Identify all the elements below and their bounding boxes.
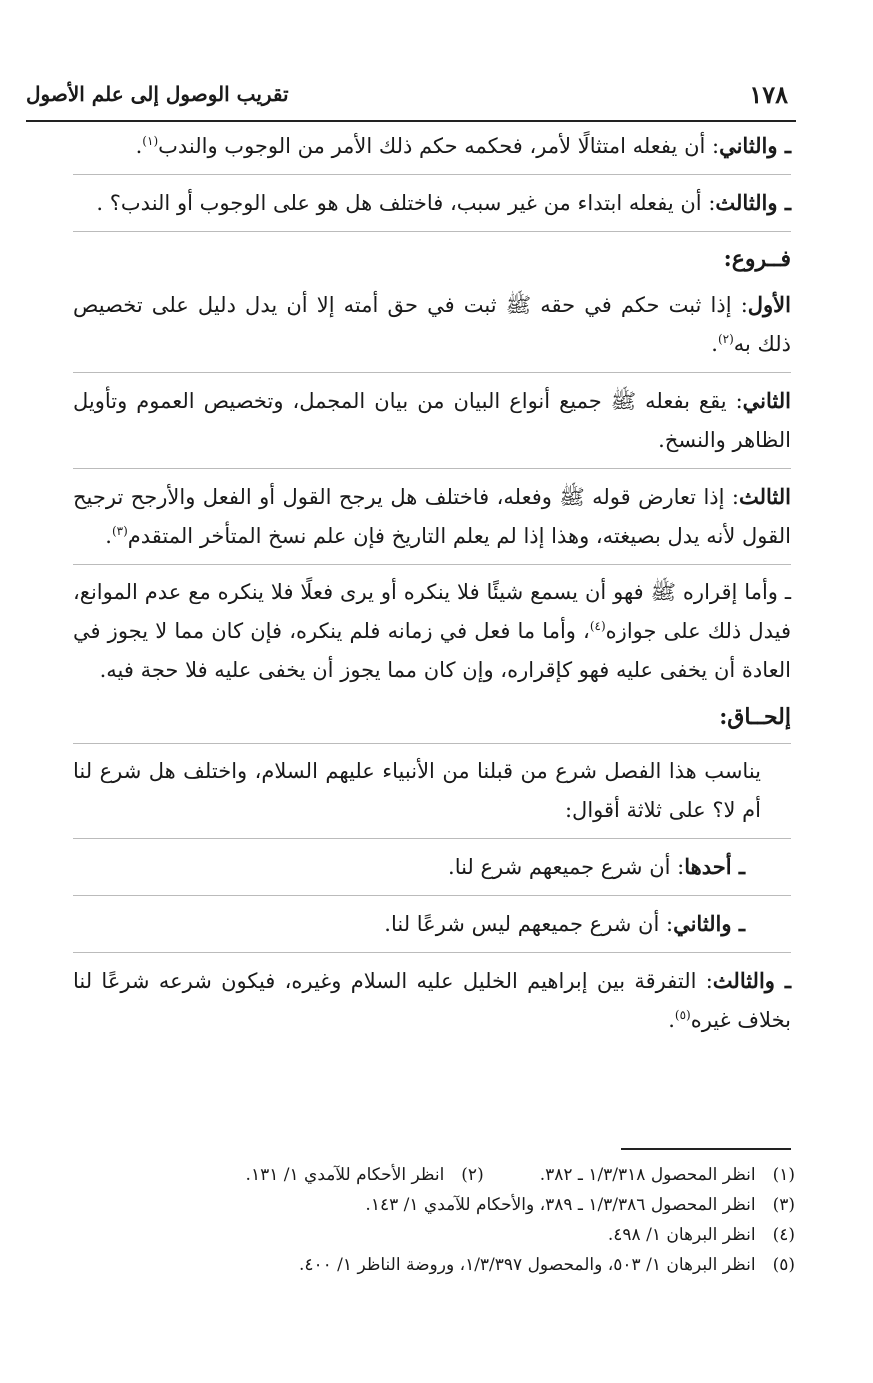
period: . — [105, 524, 112, 548]
page-header — [26, 78, 796, 118]
main-text — [73, 126, 791, 1048]
branch-first — [73, 285, 791, 364]
divider — [73, 174, 791, 175]
footnote-number: (٢) — [461, 1165, 484, 1185]
text-iqrar-b: ، وأما ما فعل في زمانه فلم ينكره، فإن كان مما لا يجوز في العادة أن يخفى عليه فهو كإقراره، وإن كان مما يجوز أن يخفى عليه فلا حجة فيه. — [73, 619, 791, 682]
text-second: : أن يفعله امتثالًا لأمر، فحكمه حكم ذلك الأمر من الوجوب والندب — [158, 134, 720, 158]
footnote-ref-5[interactable]: (٥) — [674, 1008, 691, 1022]
branch-third — [73, 477, 791, 556]
divider — [73, 468, 791, 469]
running-title: تقريب الوصول إلى علم الأصول — [26, 82, 289, 106]
paragraph-lihaq-intro: يناسب هذا الفصل شرع من قبلنا من الأنبياء عليهم السلام، واختلف هل شرع لنا أم لا؟ على ثلاثة أقوال: — [73, 759, 761, 822]
label-opinion-1: ـ أحدها — [684, 854, 745, 879]
period: . — [668, 1008, 675, 1032]
divider — [73, 231, 791, 232]
footnote-rule — [621, 1148, 791, 1150]
divider — [73, 743, 791, 744]
divider — [73, 838, 791, 839]
footnote-text: انظر البرهان ١/ ٤٩٨. — [607, 1225, 756, 1245]
text-second-branch: : يقع بفعله ﷺ جميع أنواع البيان من بيان المجمل، وتخصيص العموم وتأويل الظاهر والنسخ. — [73, 389, 791, 452]
text-third: : أن يفعله ابتداء من غير سبب، فاختلف هل هو على الوجوب أو الندب؟ . — [96, 191, 716, 215]
footnote-number: (٤) — [772, 1225, 795, 1245]
text-opinion-1: : أن شرع جميعهم شرع لنا. — [448, 855, 685, 879]
label-opinion-3: ـ والثالث — [712, 968, 791, 993]
divider — [73, 372, 791, 373]
footnote-ref-1[interactable]: (١) — [142, 134, 159, 148]
divider — [73, 895, 791, 896]
label-third-branch: الثالث — [739, 484, 791, 509]
label-opinion-2: ـ والثاني — [673, 911, 745, 936]
label-second: ـ والثاني — [719, 133, 791, 158]
footnote-line-1 — [75, 1160, 795, 1190]
text-third-branch: : إذا تعارض قوله ﷺ وفعله، فاختلف هل يرجح القول أو الفعل والأرجح ترجيح القول لأنه يدل بصيغته، وهذا إذا لم يعلم التاريخ فإن علم نسخ المتأخر المتقدم — [73, 485, 791, 548]
footnote-number: (٥) — [772, 1255, 795, 1275]
paragraph-second-case — [73, 126, 791, 166]
footnotes — [75, 1160, 795, 1280]
paragraph-iqrar — [73, 573, 791, 690]
opinion-first — [73, 847, 745, 887]
divider — [73, 564, 791, 565]
footnote-number: (٣) — [772, 1195, 795, 1215]
footnote-text: انظر الأحكام للآمدي ١/ ١٣١. — [245, 1165, 445, 1185]
footnote-text: انظر البرهان ١/ ٥٠٣، والمحصول ١/٣/٣٩٧، وروضة الناظر ١/ ٤٠٠. — [298, 1255, 756, 1275]
section-heading-lihaq: إلحــاق: — [719, 704, 791, 730]
footnote-ref-4[interactable]: (٤) — [589, 619, 606, 633]
period: . — [711, 332, 718, 356]
footnote-line-4 — [75, 1220, 795, 1250]
footnote-ref-3[interactable]: (٣) — [111, 524, 128, 538]
header-rule — [26, 120, 796, 122]
text-opinion-3: : التفرقة بين إبراهيم الخليل عليه السلام وغيره، فيكون شرعه شرعًا لنا بخلاف غيره — [73, 969, 791, 1032]
period: . — [135, 134, 143, 158]
branch-second — [73, 381, 791, 460]
page-number: ١٧٨ — [749, 80, 788, 109]
footnote-text: انظر المحصول ١/٣/٣١٨ ـ ٣٨٢. — [539, 1165, 756, 1185]
footnote-number: (١) — [772, 1165, 795, 1185]
footnote-text: انظر المحصول ١/٣/٣٨٦ ـ ٣٨٩، والأحكام للآمدي ١/ ١٤٣. — [365, 1195, 756, 1215]
text-first: : إذا ثبت حكم في حقه ﷺ ثبت في حق أمته إلا أن يدل دليل على تخصيص ذلك به — [73, 293, 791, 356]
divider — [73, 952, 791, 953]
label-first: الأول — [747, 292, 791, 317]
footnote-line-5 — [75, 1250, 795, 1280]
opinion-second — [73, 904, 745, 944]
text-opinion-2: : أن شرع جميعهم ليس شرعًا لنا. — [384, 912, 674, 936]
opinion-third — [73, 961, 791, 1040]
footnote-line-3 — [75, 1190, 795, 1220]
footnote-ref-2[interactable]: (٢) — [717, 332, 734, 346]
section-heading-furu: فــروع: — [723, 246, 791, 272]
label-third: ـ والثالث — [715, 190, 791, 215]
text-iqrar-a: ـ وأما إقراره ﷺ فهو أن يسمع شيئًا فلا ينكره أو يرى فعلًا فلا ينكره مع عدم الموانع، فيدل ذلك على جوازه — [73, 580, 791, 643]
label-second-branch: الثاني — [742, 388, 791, 413]
paragraph-third-case — [73, 183, 791, 223]
